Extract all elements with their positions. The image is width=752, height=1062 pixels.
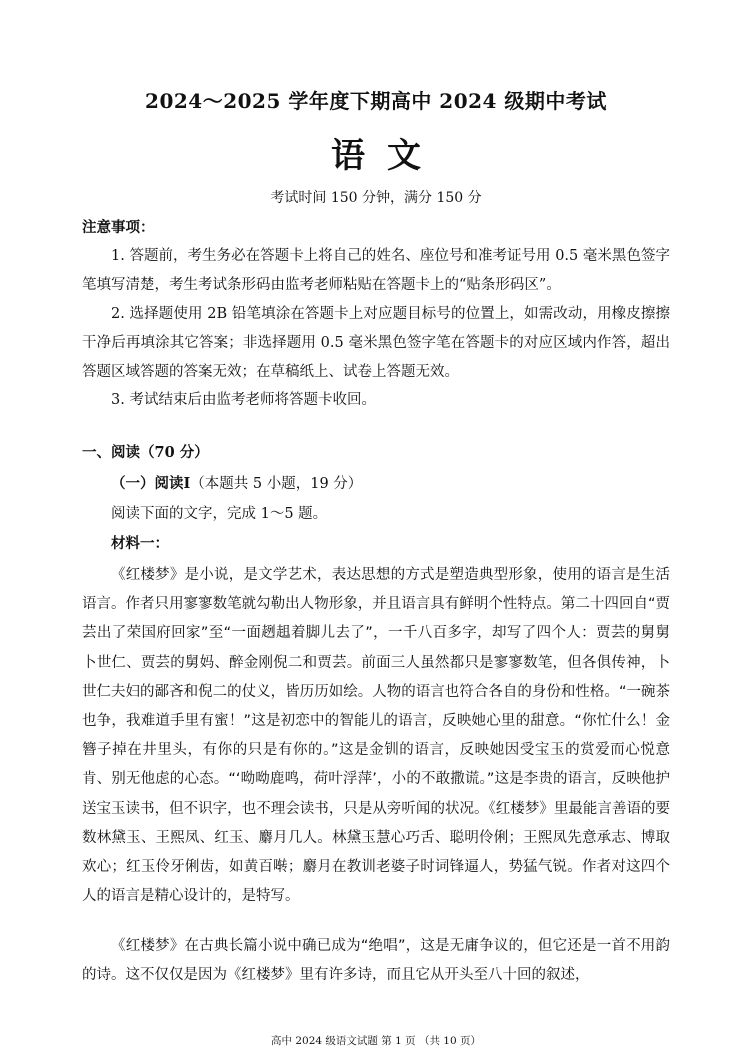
reading-instruction: 阅读下面的文字，完成 1～5 题。 xyxy=(111,506,328,522)
notice-item-3: 3. 考试结束后由监考老师将答题卡收回。 xyxy=(111,392,376,408)
exam-info: 考试时间 150 分钟，满分 150 分 xyxy=(270,190,482,206)
section-heading: 一、阅读（70 分） xyxy=(82,444,209,461)
notice-heading: 注意事项： xyxy=(82,219,155,236)
page-footer: 高中 2024 级语文试题 第 1 页 （共 10 页） xyxy=(271,1035,481,1047)
notice-item-1: 1. 答题前，考生务必在答题卡上将自己的姓名、座位号和准考证号用 0.5 毫米黑色签字笔填写清楚，考生考试条形码由监考老师粘贴在答题卡上的“贴条形码区”。 xyxy=(82,248,670,293)
sub-section-heading xyxy=(111,472,362,493)
sub-section-label: （一）阅读Ⅰ xyxy=(111,475,191,492)
sub-section-note: （本题共 5 小题，19 分） xyxy=(190,476,363,492)
material-heading: 材料一： xyxy=(111,535,169,552)
material-paragraph-2: 《红楼梦》在古典长篇小说中确已成为“绝唱”，这是无庸争议的，但它还是一首不用韵的诗。这不仅仅是因为《红楼梦》里有许多诗，而且它从开头至八十回的叙述， xyxy=(82,938,670,984)
subject-title: 语文 xyxy=(331,136,443,176)
notice-item-2: 2. 选择题使用 2B 铅笔填涂在答题卡上对应题目标号的位置上，如需改动，用橡皮擦擦干净后再填涂其它答案；非选择题用 0.5 毫米黑色签字笔在答题卡的对应区域内作答，超出答题区域答题的答案无效；在草稿纸上、试卷上答题无效。 xyxy=(82,306,670,380)
material-paragraph-1: 《红楼梦》是小说，是文学艺术，表达思想的方式是塑造典型形象，使用的语言是生活语言。作者只用寥寥数笔就勾勒出人物形象，并且语言具有鲜明个性特点。第二十四回自“贾芸出了荣国府回家”至“一面趔趄着脚儿去了”，一千八百多字，却写了四个人：贾芸的舅舅卜世仁、贾芸的舅妈、醉金刚倪二和贾芸。前面三人虽然都只是寥寥数笔，但各俱传神，卜世仁夫妇的鄙吝和倪二的仗义，皆历历如绘。人物的语言也符合各自的身份和性格。“一碗茶也争，我难道手里有蜜！”这是初恋中的智能儿的语言，反映她心里的甜意。“你忙什么！金簪子掉在井里头，有你的只是有你的。”这是金钏的语言，反映她因受宝玉的赏爱而心悦意肯、别无他虑的心态。“‘呦呦鹿鸣，荷叶浮萍’，小的不敢撒谎。”这是李贵的语言，反映他护送宝玉读书，但不识字，也不理会读书，只是从旁听闻的状况。《红楼梦》里最能言善语的要数林黛玉、王熙凤、红玉、麝月几人。林黛玉慧心巧舌、聪明伶俐；王熙凤先意承志、博取欢心；红玉伶牙俐齿，如黄百啭；麝月在教训老婆子时词锋逼人，势猛气锐。作者对这四个人的语言是精心设计的，是特写。 xyxy=(82,567,670,905)
exam-title: 2024～2025 学年度下期高中 2024 级期中考试 xyxy=(145,89,607,113)
